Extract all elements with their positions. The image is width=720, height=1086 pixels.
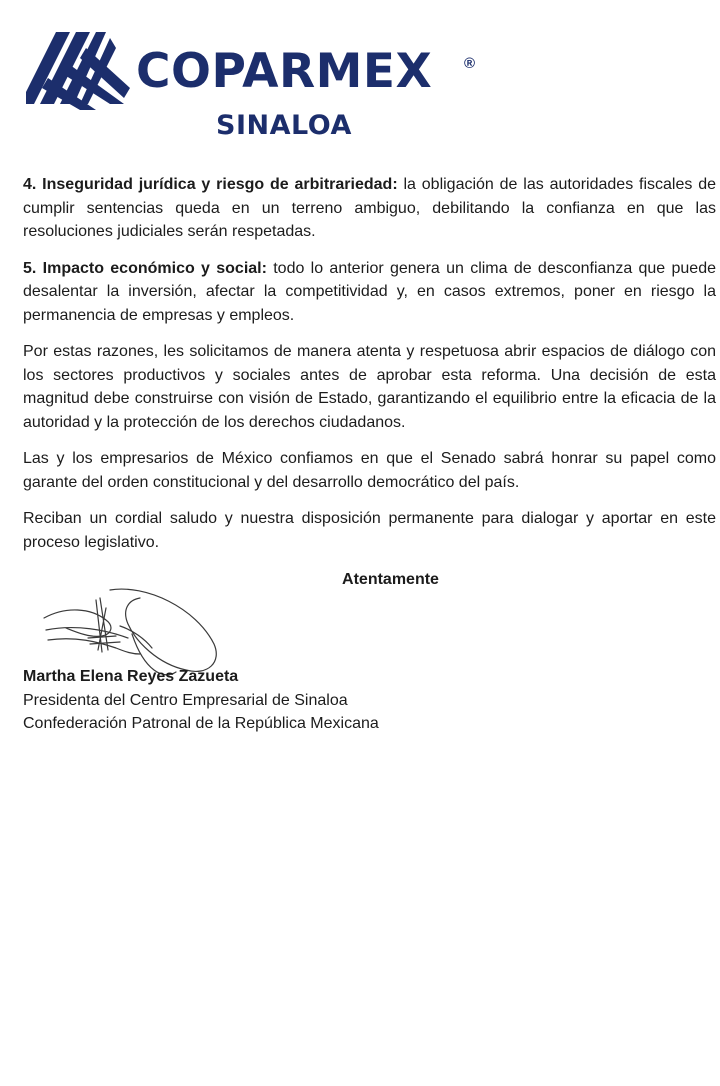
brand-name: COPARMEX [136, 44, 433, 99]
signer-block [23, 665, 379, 736]
point-5-heading: 5. Impacto económico y social: [23, 259, 267, 277]
confidence-paragraph: Las y los empresarios de México confiamos en que el Senado sabrá honrar su papel como garante del orden constitucional y del desarrollo democrático del país. [23, 450, 716, 491]
letterhead [26, 30, 506, 145]
signer-name: Martha Elena Reyes Zazueta [23, 668, 239, 685]
signer-organization: Confederación Patronal de la República Mexicana [23, 715, 379, 732]
request-paragraph: Por estas razones, les solicitamos de manera atenta y respetuosa abrir espacios de diálogo con los sectores productivos y sociales antes de aprobar esta reforma. Una decisión de esta magnitud debe construirse con visión de Estado, garantizando el equilibrio entre la eficacia de la autoridad y la protección de los derechos ciudadanos. [23, 343, 716, 431]
point-4-text: la obligación de las autoridades fiscales de cumplir sentencias queda en un terreno ambiguo, debilitando la confianza en que las resoluciones judiciales serán respetadas. [23, 176, 717, 240]
coparmex-logo-icon [26, 32, 130, 110]
brand-region: SINALOA [216, 110, 352, 141]
point-5-text: todo lo anterior genera un clima de desconfianza que puede desalentar la inversión, afectar la competitividad y, en casos extremos, poner en riesgo la permanencia de empresas y empleos. [23, 259, 716, 324]
closing-salutation: Atentamente [342, 571, 439, 588]
point-4-heading: 4. Inseguridad jurídica y riesgo de arbitrariedad: [23, 176, 398, 193]
point-4-paragraph [23, 173, 716, 244]
registered-mark: ® [464, 55, 476, 72]
letter-body [23, 173, 716, 592]
point-5-paragraph [23, 257, 716, 328]
greeting-paragraph: Reciban un cordial saludo y nuestra disposición permanente para dialogar y aportar en este proceso legislativo. [23, 510, 716, 551]
signer-title: Presidenta del Centro Empresarial de Sinaloa [23, 691, 348, 709]
